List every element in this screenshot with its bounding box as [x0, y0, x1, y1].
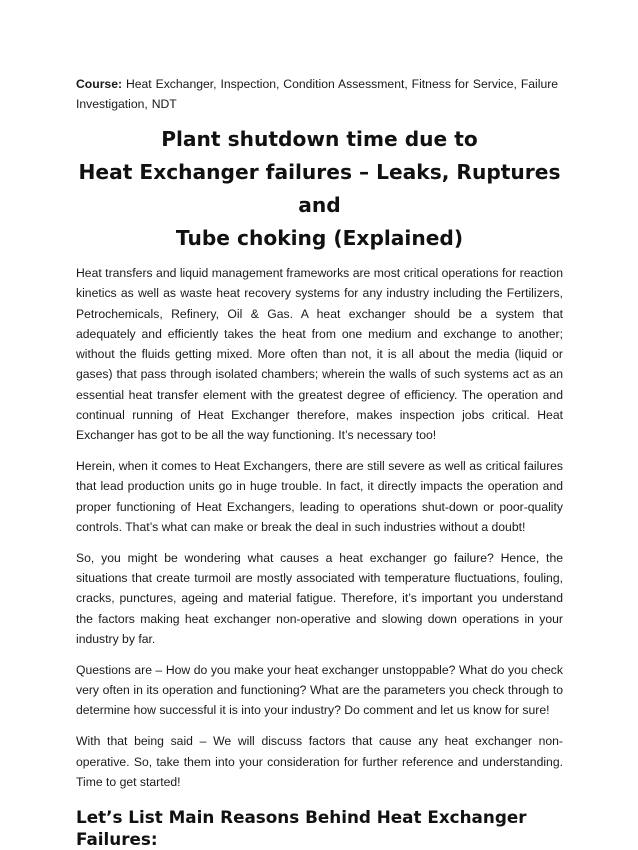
paragraph-intro: Heat transfers and liquid management frameworks are most critical operations for reaction kinetics as well as waste heat recovery systems for any industry including the Fertilizers, Petrochemicals, Refinery, Oil & Gas. A heat exchanger should be a system that adequately and efficiently takes the heat from one medium and exchange to another; without the fluids getting mixed. More often than not, it is all about the media (liquid or gases) that pass through isolated chambers; wherein the walls of such systems act as an essential heat transfer element with the greatest degree of efficiency. The operation and continual running of Heat Exchanger therefore, makes inspection jobs critical. Heat Exchanger has got to be all the way functioning. It’s necessary too! — [76, 266, 563, 443]
section-heading: Let’s List Main Reasons Behind Heat Exchanger Failures: — [76, 807, 527, 850]
course-topics: Heat Exchanger, Inspection, Condition Assessment, Fitness for Service, Failure Investigation, NDT — [76, 77, 559, 111]
course-label: Course: — [76, 77, 123, 91]
title-line-3: Tube choking (Explained) — [175, 226, 464, 250]
paragraph-causes: So, you might be wondering what causes a heat exchanger go failure? Hence, the situations that create turmoil are mostly associated with temperature fluctuations, fouling, cracks, punctures, ageing and material fatigue. Therefore, it’s important you understand the factors making heat exchanger non-operative and slowing down operations in your industry by far. — [76, 550, 563, 647]
document-page — [76, 74, 563, 850]
paragraph-questions: Questions are – How do you make your heat exchanger unstoppable? What do you check very often in its operation and functioning? What are the parameters you check through to determine how successful it is into your industry? Do comment and let us know for sure! — [76, 662, 563, 718]
paragraph-transition: With that being said – We will discuss factors that cause any heat exchanger non-operative. So, take them into your consideration for further reference and understanding. Time to get started! — [76, 734, 563, 789]
paragraph-failures: Herein, when it comes to Heat Exchangers, there are still severe as well as critical failures that lead production units go in huge trouble. In fact, it directly impacts the operation and proper functioning of Heat Exchangers, leading to operations shut-down or poor-quality controls. That’s what can make or break the deal in such industries without a doubt! — [76, 459, 563, 535]
title-line-1: Plant shutdown time due to — [161, 127, 478, 151]
document-title — [64, 123, 575, 255]
course-line — [76, 74, 563, 114]
title-line-2: Heat Exchanger failures – Leaks, Ruptures and — [78, 160, 561, 217]
